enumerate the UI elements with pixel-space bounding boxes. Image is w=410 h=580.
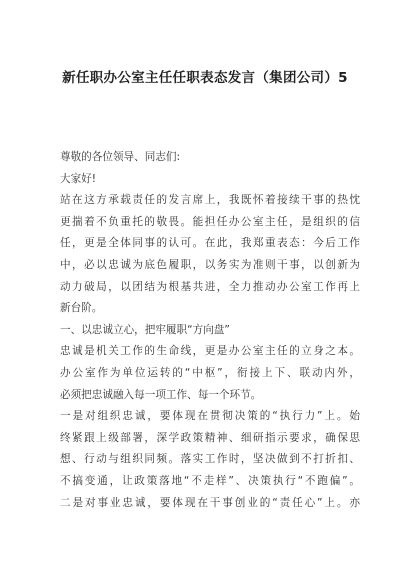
document-body: [60, 147, 360, 514]
paragraph-line: 一是对组织忠诚，要体现在贯彻决策的“执行力”上。始: [60, 410, 360, 423]
paragraph-line: 更揣着不负重托的敬畏。能担任办公室主任，是组织的信: [60, 215, 360, 228]
paragraph-line: 必须把忠诚融入每一项工作、每一个环节。: [60, 388, 262, 401]
paragraph-line: 终紧跟上级部署，深学政策精神、细研指示要求，确保思: [60, 431, 360, 444]
paragraph-line: 二是对事业忠诚，要体现在干事创业的“责任心”上。亦: [60, 496, 360, 509]
paragraph-line: 动力破局，以团结为根基共进，全力推动办公室工作再上: [60, 280, 360, 293]
paragraph-line: 办公室作为单位运转的“中枢”，衔接上下、联动内外，: [60, 366, 360, 379]
paragraph-line: 任，更是全体同事的认可。在此，我郑重表态：今后工作: [60, 237, 360, 250]
paragraph-line: 中，必以忠诚为底色履职，以务实为准则干事，以创新为: [60, 258, 360, 271]
section-heading: 一、以忠诚立心，把牢履职“方向盘”: [60, 323, 230, 336]
paragraph-line: 站在这方承载责任的发言席上，我既怀着接续干事的热忱: [60, 194, 360, 207]
paragraph-line: 忠诚是机关工作的生命线，更是办公室主任的立身之本。: [60, 345, 360, 358]
greeting-line: 大家好!: [60, 172, 97, 185]
paragraph-line: 想、行动与组织同频。落实工作时，坚决做到不打折扣、: [60, 453, 360, 466]
paragraph-line: 不搞变通，让政策落地“不走样”、决策执行“不跑偏”。: [60, 474, 360, 487]
salutation-line: 尊敬的各位领导、同志们:: [60, 151, 181, 163]
paragraph-line: 新台阶。: [60, 302, 103, 315]
document-title: 新任职办公室主任任职表态发言（集团公司）5: [62, 70, 348, 86]
